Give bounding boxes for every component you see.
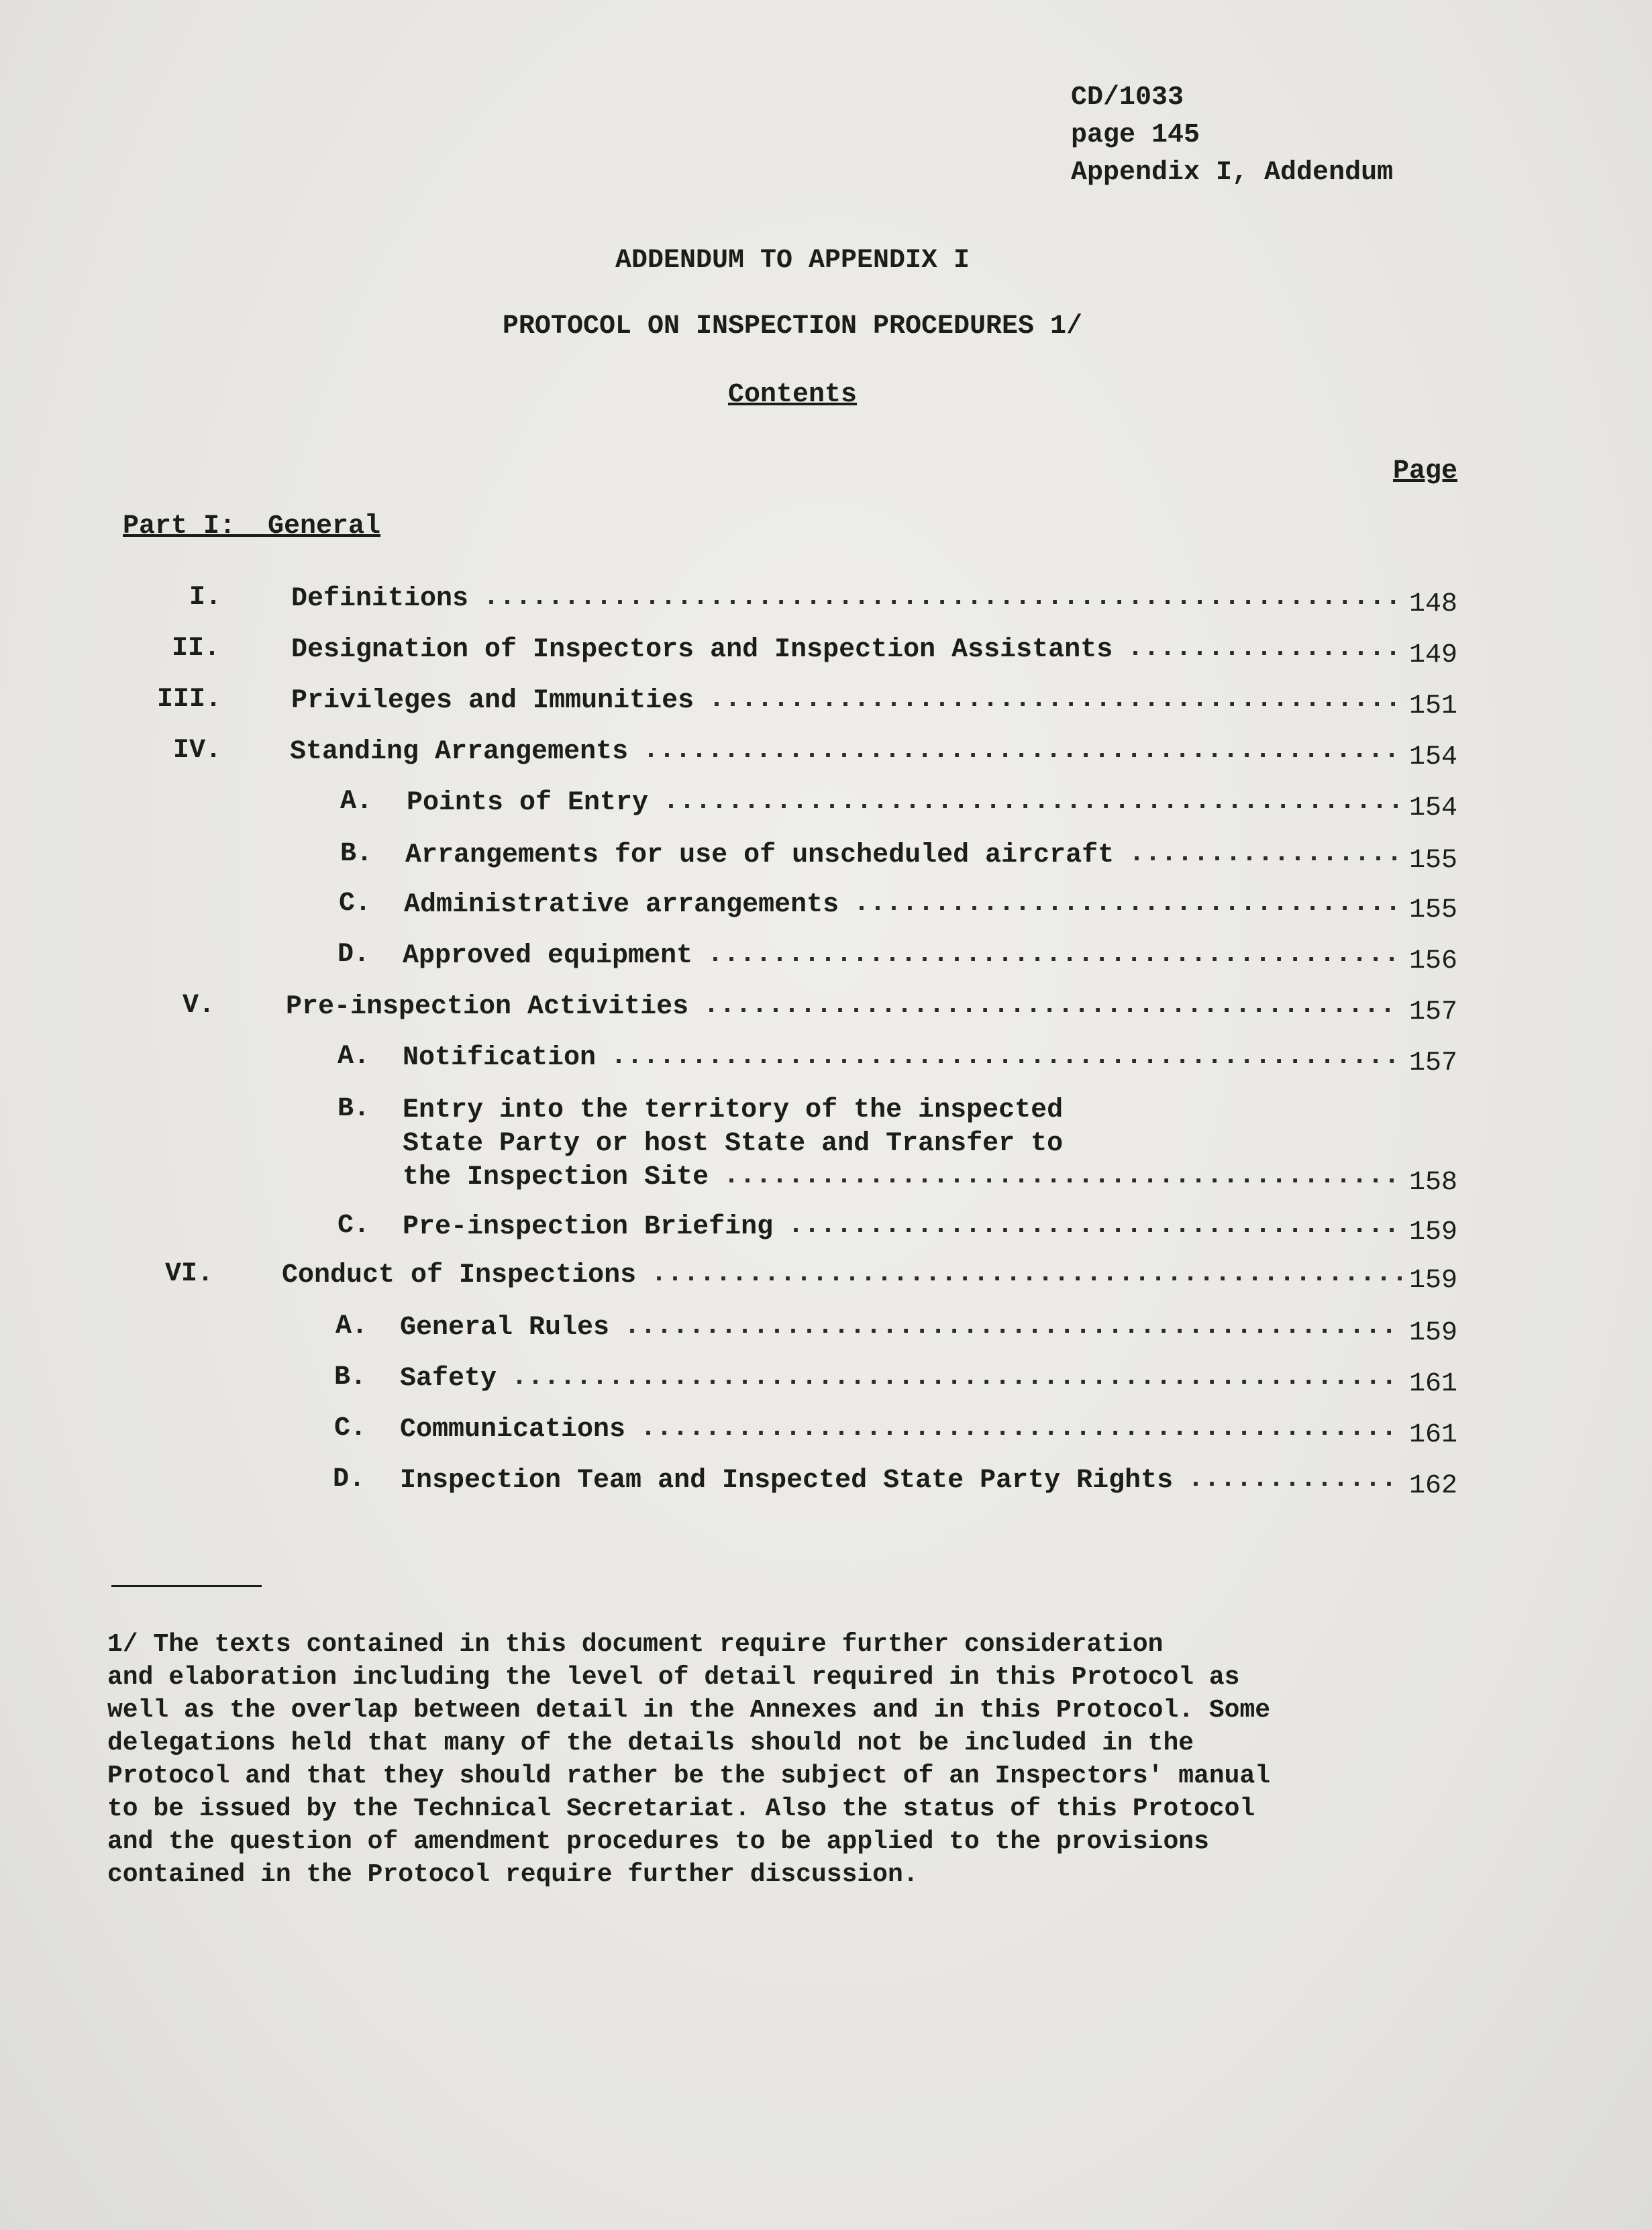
toc-section-number: C. [338, 889, 371, 919]
toc-entry-title: the Inspection Site [403, 1162, 709, 1193]
toc-entry-title: Notification [403, 1043, 597, 1073]
toc-row [0, 787, 1652, 838]
toc-section-number: C. [337, 1211, 370, 1241]
toc-page-number: 151 [1409, 691, 1458, 721]
toc-dot-leader: ......................................................... [483, 582, 1402, 613]
toc-row [0, 1413, 1652, 1464]
toc-section-number: B. [333, 1362, 366, 1392]
toc-page-number: 157 [1409, 1048, 1458, 1078]
toc-page-number: 154 [1409, 793, 1458, 823]
toc-section-number: II. [171, 633, 220, 664]
toc-page-number: 159 [1409, 1266, 1458, 1296]
toc-page-number: 157 [1409, 997, 1458, 1027]
toc-page-number: 158 [1409, 1168, 1458, 1198]
toc-row [0, 1042, 1652, 1093]
toc-dot-leader: ............................................... [651, 1259, 1408, 1289]
toc-dot-leader: ........................................... [709, 685, 1402, 715]
toc-dot-leader: ............................................... [643, 736, 1400, 766]
toc-dot-leader: ................. [1129, 839, 1403, 869]
toc-section-number: VI. [164, 1259, 213, 1289]
toc-dot-leader: ....................................................... [511, 1362, 1398, 1392]
toc-entry-title: General Rules [400, 1313, 610, 1343]
toc-row [0, 685, 1652, 736]
protocol-title: PROTOCOL ON INSPECTION PROCEDURES 1/ [502, 311, 1083, 342]
toc-section-number: D. [332, 1464, 365, 1494]
toc-page-number: 155 [1409, 895, 1458, 925]
toc-page-number: 149 [1409, 640, 1458, 670]
toc-row [0, 1211, 1652, 1262]
toc-dot-leader: ................................................. [611, 1042, 1400, 1072]
toc-dot-leader: ................. [1127, 633, 1402, 664]
page-label: page 145 [1071, 120, 1200, 150]
contents-heading: Contents [727, 380, 858, 410]
toc-row [0, 736, 1652, 787]
toc-entry-title: Definitions [291, 584, 469, 614]
toc-row [0, 889, 1652, 940]
toc-section-number: A. [340, 787, 372, 817]
toc-row [0, 1094, 1652, 1198]
toc-entry-title: Designation of Inspectors and Inspection Assistants [291, 635, 1113, 665]
toc-entry-title: State Party or host State and Transfer to [403, 1129, 1064, 1159]
toc-page-number: 161 [1409, 1420, 1458, 1450]
toc-section-number: A. [337, 1042, 370, 1072]
addendum-title: ADDENDUM TO APPENDIX I [615, 246, 970, 276]
toc-row [0, 633, 1652, 685]
toc-dot-leader: ............................................... [640, 1413, 1398, 1443]
toc-section-number: B. [340, 839, 372, 869]
toc-section-number: I. [189, 582, 221, 613]
toc-row [0, 582, 1652, 633]
toc-section-number: C. [333, 1413, 366, 1443]
toc-dot-leader: .............................................. [663, 787, 1404, 817]
footnote-divider [111, 1585, 262, 1587]
toc-entry-title: Conduct of Inspections [282, 1260, 637, 1290]
toc-entry-title: Standing Arrangements [290, 737, 629, 767]
toc-section-number: B. [337, 1094, 370, 1124]
doc-code: CD/1033 [1071, 83, 1184, 113]
toc-entry-title: Safety [400, 1364, 497, 1394]
page-column-heading: Page [1393, 456, 1458, 487]
toc-section-number: V. [182, 991, 215, 1021]
toc-row [0, 1464, 1652, 1515]
toc-entry-title: Points of Entry [407, 788, 649, 818]
toc-row [0, 1311, 1652, 1362]
toc-dot-leader: ........................................... [707, 940, 1400, 970]
toc-dot-leader: ............. [1188, 1464, 1398, 1494]
toc-page-number: 159 [1409, 1318, 1458, 1348]
toc-dot-leader: ...................................... [788, 1211, 1400, 1241]
toc-entry-title: Pre-inspection Activities [286, 992, 689, 1022]
toc-row [0, 940, 1652, 991]
toc-entry-title: Communications [400, 1415, 626, 1445]
toc-page-number: 155 [1409, 846, 1458, 876]
toc-section-number: A. [335, 1311, 368, 1341]
toc-page-number: 162 [1409, 1471, 1458, 1501]
toc-row [0, 1362, 1652, 1413]
toc-page-number: 159 [1409, 1217, 1458, 1248]
toc-dot-leader: ........................................... [703, 991, 1396, 1021]
toc-entry-title: Approved equipment [403, 941, 693, 971]
toc-entry-title: Inspection Team and Inspected State Party Rights [400, 1466, 1174, 1496]
document-header [1071, 79, 1393, 192]
toc-entry-title: Entry into the territory of the inspected [403, 1095, 1064, 1125]
toc-page-number: 156 [1409, 946, 1458, 976]
toc-dot-leader: .................................. [854, 889, 1402, 919]
toc-dot-leader: ................................................ [624, 1311, 1398, 1341]
toc-page-number: 161 [1409, 1369, 1458, 1399]
toc-section-number: III. [156, 685, 221, 715]
toc-page-number: 154 [1409, 742, 1458, 772]
toc-entry-title: Privileges and Immunities [291, 686, 694, 716]
toc-section-number: D. [337, 940, 370, 970]
toc-row [0, 839, 1652, 890]
toc-dot-leader: .......................................... [723, 1161, 1400, 1191]
part-heading: Part I: General [123, 511, 381, 542]
toc-row [0, 991, 1652, 1042]
toc-entry-title: Pre-inspection Briefing [403, 1212, 774, 1242]
toc-entry-title: Administrative arrangements [404, 890, 839, 920]
toc-entry-title: Arrangements for use of unscheduled aircraft [405, 840, 1115, 870]
toc-row [0, 1259, 1652, 1310]
toc-section-number: IV. [172, 736, 221, 766]
appendix-label: Appendix I, Addendum [1071, 158, 1394, 188]
footnote-text: 1/ The texts contained in this document require further consideration and elaboration including the level of detail required in this Protocol as well as the overlap between detail in the Annexes and in this Protocol. Some delegations held that many of the details should not be included in the Protocol and that they should rather be the subject of an Inspectors' manual to be issued by the Technical Secretariat. Also the status of this Protocol and the question of amendment procedures to be applied to the provisions contained in the Protocol require further discussion. [107, 1630, 1271, 1889]
toc-page-number: 148 [1409, 589, 1458, 619]
